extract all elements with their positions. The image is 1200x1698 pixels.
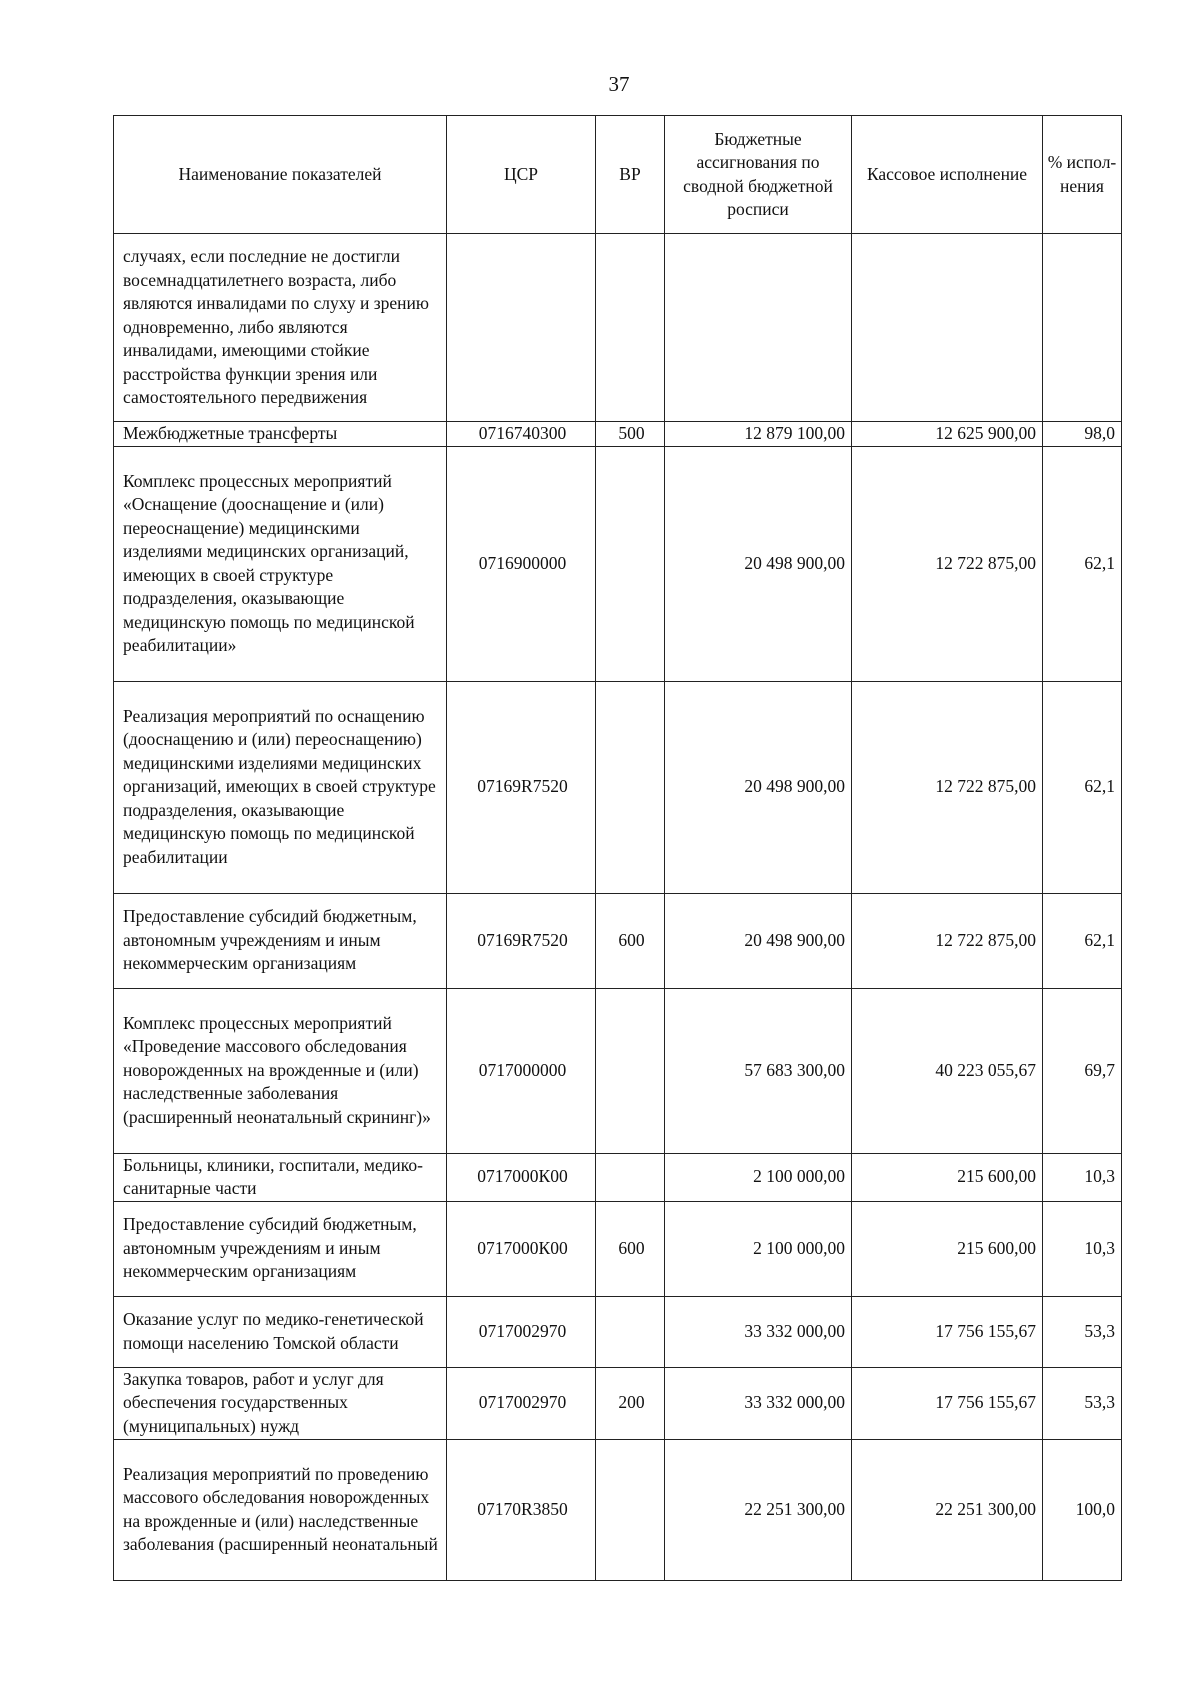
cell-csr: 0717000000 <box>447 988 596 1153</box>
cell-csr: 0717002970 <box>447 1367 596 1439</box>
cell-name: Комплекс процессных мероприятий «Оснащение (дооснащение и (или) переоснащение) медицинскими изделиями медицинских организаций, имеющих в своей структуре подразделения, оказывающие медицинскую помощь по медицинской реабилитации» <box>114 446 447 681</box>
cell-vr: 600 <box>596 893 665 988</box>
cell-pct: 69,7 <box>1043 988 1122 1153</box>
cell-budget: 20 498 900,00 <box>665 893 852 988</box>
cell-csr: 0717000К00 <box>447 1201 596 1296</box>
cell-csr: 0716900000 <box>447 446 596 681</box>
cell-cash: 17 756 155,67 <box>852 1296 1043 1367</box>
cell-vr <box>596 681 665 893</box>
header-cash: Кассовое исполнение <box>852 116 1043 234</box>
cell-budget: 33 332 000,00 <box>665 1367 852 1439</box>
cell-cash: 12 722 875,00 <box>852 446 1043 681</box>
cell-name: Реализация мероприятий по оснащению (дооснащению и (или) переоснащению) медицинскими изделиями медицинских организаций, имеющих в своей структуре подразделения, оказывающие медицинскую помощь по медицинской реабилитации <box>114 681 447 893</box>
cell-cash: 215 600,00 <box>852 1153 1043 1201</box>
table-row <box>114 1367 1122 1439</box>
cell-name: Оказание услуг по медико-генетической помощи населению Томской области <box>114 1296 447 1367</box>
cell-name: Закупка товаров, работ и услуг для обеспечения государственных (муниципальных) нужд <box>114 1367 447 1439</box>
cell-cash: 12 722 875,00 <box>852 681 1043 893</box>
table-row <box>114 446 1122 681</box>
header-csr: ЦСР <box>447 116 596 234</box>
cell-vr <box>596 446 665 681</box>
cell-budget: 12 879 100,00 <box>665 422 852 447</box>
table-row <box>114 1153 1122 1201</box>
cell-pct: 10,3 <box>1043 1153 1122 1201</box>
cell-csr: 0717002970 <box>447 1296 596 1367</box>
cell-name: Больницы, клиники, госпитали, медико-санитарные части <box>114 1153 447 1201</box>
cell-budget: 20 498 900,00 <box>665 446 852 681</box>
cell-pct <box>1043 234 1122 422</box>
cell-budget: 33 332 000,00 <box>665 1296 852 1367</box>
cell-pct: 10,3 <box>1043 1201 1122 1296</box>
cell-pct: 98,0 <box>1043 422 1122 447</box>
cell-csr: 07169R7520 <box>447 893 596 988</box>
cell-csr: 0716740300 <box>447 422 596 447</box>
cell-name: Комплекс процессных мероприятий «Проведение массового обследования новорожденных на врожденные и (или) наследственные заболевания (расширенный неонатальный скрининг)» <box>114 988 447 1153</box>
cell-cash: 17 756 155,67 <box>852 1367 1043 1439</box>
cell-csr: 0717000К00 <box>447 1153 596 1201</box>
cell-pct: 62,1 <box>1043 446 1122 681</box>
cell-pct: 53,3 <box>1043 1296 1122 1367</box>
cell-cash: 12 722 875,00 <box>852 893 1043 988</box>
header-budget: Бюджетные ассигнования по сводной бюджетной росписи <box>665 116 852 234</box>
table-row <box>114 681 1122 893</box>
table-row <box>114 1439 1122 1580</box>
cell-csr: 07169R7520 <box>447 681 596 893</box>
cell-pct: 62,1 <box>1043 893 1122 988</box>
cell-name: Предоставление субсидий бюджетным, автономным учреждениям и иным некоммерческим организациям <box>114 893 447 988</box>
cell-pct: 100,0 <box>1043 1439 1122 1580</box>
cell-cash: 215 600,00 <box>852 1201 1043 1296</box>
cell-vr <box>596 988 665 1153</box>
cell-name: случаях, если последние не достигли восемнадцатилетнего возраста, либо являются инвалидами по слуху и зрению одновременно, либо являются инвалидами, имеющими стойкие расстройства функции зрения или самостоятельного передвижения <box>114 234 447 422</box>
table-body <box>114 234 1122 1581</box>
header-pct: % испол-нения <box>1043 116 1122 234</box>
cell-vr <box>596 1153 665 1201</box>
cell-budget: 57 683 300,00 <box>665 988 852 1153</box>
header-name: Наименование показателей <box>114 116 447 234</box>
cell-budget: 22 251 300,00 <box>665 1439 852 1580</box>
cell-vr <box>596 1439 665 1580</box>
cell-name: Межбюджетные трансферты <box>114 422 447 447</box>
cell-pct: 62,1 <box>1043 681 1122 893</box>
cell-csr <box>447 234 596 422</box>
cell-budget: 20 498 900,00 <box>665 681 852 893</box>
page-number: 37 <box>608 72 630 96</box>
table-header-row <box>114 116 1122 234</box>
cell-cash: 12 625 900,00 <box>852 422 1043 447</box>
cell-vr <box>596 1296 665 1367</box>
table-row <box>114 234 1122 422</box>
header-vr: ВР <box>596 116 665 234</box>
table-row <box>114 1296 1122 1367</box>
cell-vr: 600 <box>596 1201 665 1296</box>
cell-vr: 500 <box>596 422 665 447</box>
table-row <box>114 988 1122 1153</box>
cell-vr: 200 <box>596 1367 665 1439</box>
table-row <box>114 422 1122 447</box>
cell-vr <box>596 234 665 422</box>
cell-budget: 2 100 000,00 <box>665 1201 852 1296</box>
cell-budget: 2 100 000,00 <box>665 1153 852 1201</box>
cell-budget <box>665 234 852 422</box>
table-row <box>114 1201 1122 1296</box>
cell-name: Реализация мероприятий по проведению массового обследования новорожденных на врожденные и (или) наследственные заболевания (расширенный неонатальный <box>114 1439 447 1580</box>
cell-csr: 07170R3850 <box>447 1439 596 1580</box>
budget-execution-table <box>113 115 1122 1581</box>
cell-pct: 53,3 <box>1043 1367 1122 1439</box>
cell-name: Предоставление субсидий бюджетным, автономным учреждениям и иным некоммерческим организациям <box>114 1201 447 1296</box>
cell-cash: 40 223 055,67 <box>852 988 1043 1153</box>
cell-cash <box>852 234 1043 422</box>
cell-cash: 22 251 300,00 <box>852 1439 1043 1580</box>
table-row <box>114 893 1122 988</box>
